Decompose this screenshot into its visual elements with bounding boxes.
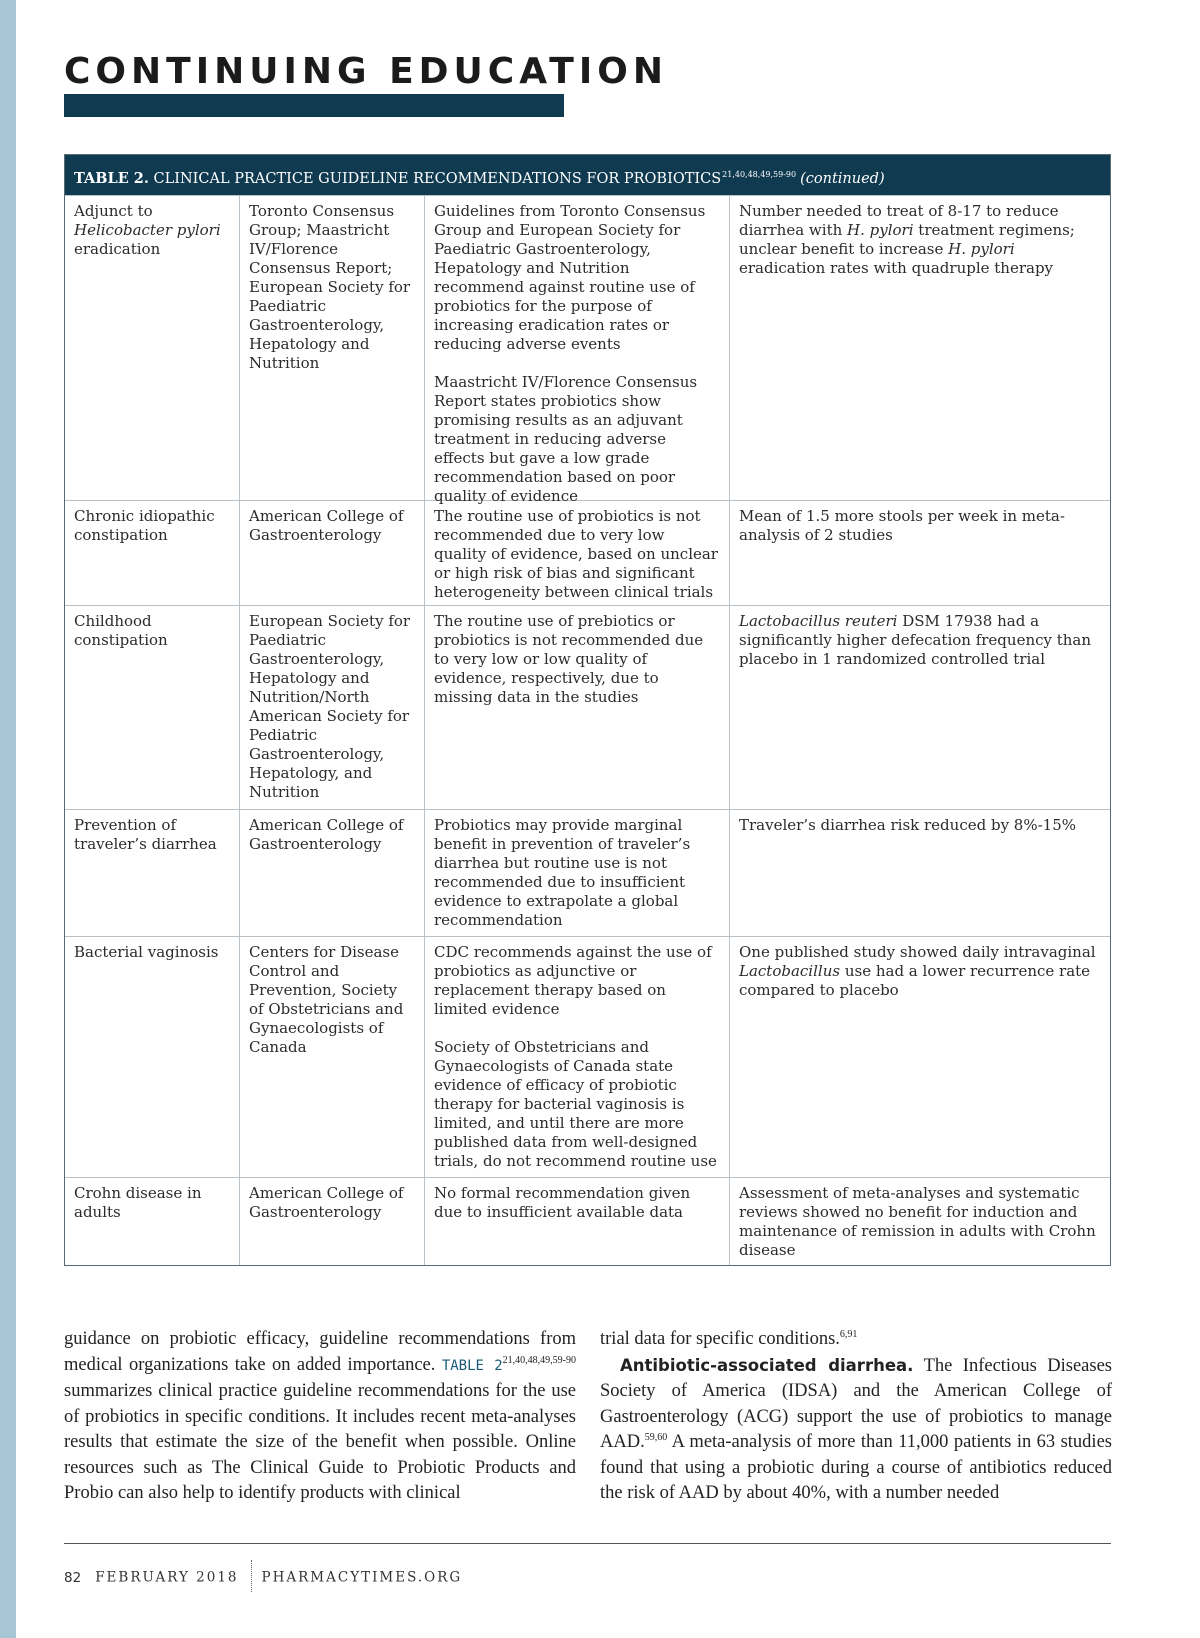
- recommendation-cell: The routine use of prebiotics or probiotics is not recommended due to very low or low quality of evidence, respectively, due to missing data in the studies: [424, 606, 729, 809]
- subheading-aad: Antibiotic-associated diarrhea.: [620, 1355, 914, 1375]
- page-footer: [64, 1562, 462, 1594]
- side-color-strip: [0, 0, 16, 1638]
- table-title: CLINICAL PRACTICE GUIDELINE RECOMMENDATIONS FOR PROBIOTICS: [153, 171, 722, 187]
- body-column-right: [600, 1327, 1112, 1507]
- condition-cell: Chronic idiopathic constipation: [74, 507, 215, 544]
- footer-rule: [64, 1543, 1111, 1544]
- organization-cell: Centers for Disease Control and Prevention, Society of Obstetricians and Gynaecologists of Canada: [239, 937, 424, 1177]
- recommendation-cell: Guidelines from Toronto Consensus Group and European Society for Paediatric Gastroenterology, Hepatology and Nutrition recommend against routine use of probiotics for the purpose of increasing eradication rates or reducing adverse events Maastricht IV/Florence Consensus Report states probiotics show promising results as an adjuvant treatment in reducing adverse effects but gave a low grade recommendation based on poor quality of evidence: [424, 196, 729, 500]
- body-paragraph: trial data for specific conditions.$^{6,91}$: [600, 1329, 858, 1349]
- footer-divider: [251, 1560, 252, 1592]
- evidence-cell: Lactobacillus reuteri DSM 17938 had a significantly higher defecation frequency than placebo in 1 randomized controlled trial: [729, 606, 1110, 809]
- title-underline-bar: [64, 94, 564, 117]
- condition-cell: Adjunct to Helicobacter pylori eradication: [74, 202, 221, 258]
- evidence-cell: Assessment of meta-analyses and systematic reviews showed no benefit for induction and maintenance of remission in adults with Crohn disease: [729, 1178, 1110, 1265]
- evidence-cell: Number needed to treat of 8-17 to reduce diarrhea with H. pylori treatment regimens; unclear benefit to increase H. pylori eradication rates with quadruple therapy: [729, 196, 1110, 500]
- recommendation-cell: CDC recommends against the use of probiotics as adjunctive or replacement therapy based on limited evidence Society of Obstetricians and Gynaecologists of Canada state evidence of efficacy of probiotic therapy for bacterial vaginosis is limited, and until there are more published data from well-designed trials, do not recommend routine use: [424, 937, 729, 1177]
- condition-cell: Crohn disease in adults: [74, 1184, 202, 1221]
- body-paragraph: Antibiotic-associated diarrhea. The Infectious Diseases Society of America (IDSA) and the American College of Gastroenterology (ACG) support the use of probiotics to manage AAD.$^{59,60}$ A meta-analysis of more than 11,000 patients in 63 studies found that using a probiotic during a course of antibiotics reduced the risk of AAD by about 40%, with a number needed: [600, 1355, 1112, 1503]
- table-row: [65, 809, 1110, 936]
- evidence-cell: One published study showed daily intravaginal Lactobacillus use had a lower recurrence rate compared to placebo: [729, 937, 1110, 1177]
- table-row: [65, 605, 1110, 809]
- table-row: [65, 936, 1110, 1177]
- condition-cell: Childhood constipation: [74, 612, 168, 649]
- table-continued: (continued): [800, 171, 885, 187]
- recommendation-cell: Probiotics may provide marginal benefit in prevention of traveler’s diarrhea but routine use is not recommended due to insufficient evidence to extrapolate a global recommendation: [424, 810, 729, 936]
- table-row: [65, 195, 1110, 505]
- recommendation-cell: No formal recommendation given due to insufficient available data: [424, 1178, 729, 1265]
- organization-cell: European Society for Paediatric Gastroenterology, Hepatology and Nutrition/North American Society for Pediatric Gastroenterology, Hepatology, and Nutrition: [239, 606, 424, 809]
- table-row: [65, 500, 1110, 605]
- table-title-refs: 21,40,48,49,59-90: [722, 170, 797, 179]
- page-number: 82: [64, 1569, 82, 1586]
- table-2-reference-link[interactable]: TABLE 2: [441, 1357, 503, 1374]
- organization-cell: American College of Gastroenterology: [239, 810, 424, 936]
- recommendation-cell: The routine use of probiotics is not recommended due to very low quality of evidence, based on unclear or high risk of bias and significant heterogeneity between clinical trials: [424, 501, 729, 605]
- table-label: TABLE 2.: [74, 170, 149, 187]
- condition-cell: Bacterial vaginosis: [74, 943, 219, 961]
- organization-cell: American College of Gastroenterology: [239, 501, 424, 605]
- section-title: CONTINUING EDUCATION: [64, 51, 668, 92]
- guideline-table: [64, 154, 1111, 1266]
- body-column-left: [64, 1327, 576, 1507]
- evidence-cell: Traveler’s diarrhea risk reduced by 8%-15%: [729, 810, 1110, 936]
- evidence-cell: Mean of 1.5 more stools per week in meta-analysis of 2 studies: [729, 501, 1110, 605]
- site-url[interactable]: PHARMACYTIMES.ORG: [261, 1569, 463, 1586]
- table-caption: [65, 155, 1110, 195]
- table-row: [65, 1177, 1110, 1265]
- issue-date: FEBRUARY 2018: [95, 1569, 239, 1586]
- organization-cell: American College of Gastroenterology: [239, 1178, 424, 1265]
- body-paragraph: guidance on probiotic efficacy, guideline recommendations from medical organizations take on added importance. TABLE 2$^{21,40,48,49,59-90}$ summarizes clinical practice guideline recommendations for the use of probiotics in specific conditions. It includes recent meta-analyses results that estimate the size of the benefit when possible. Online resources such as The Clinical Guide to Probiotic Products and Probio can also help to identify products with clinical: [64, 1329, 576, 1503]
- organization-cell: Toronto Consensus Group; Maastricht IV/Florence Consensus Report; European Society for Paediatric Gastroenterology, Hepatology and Nutrition: [239, 196, 424, 500]
- condition-cell: Prevention of traveler’s diarrhea: [74, 816, 217, 853]
